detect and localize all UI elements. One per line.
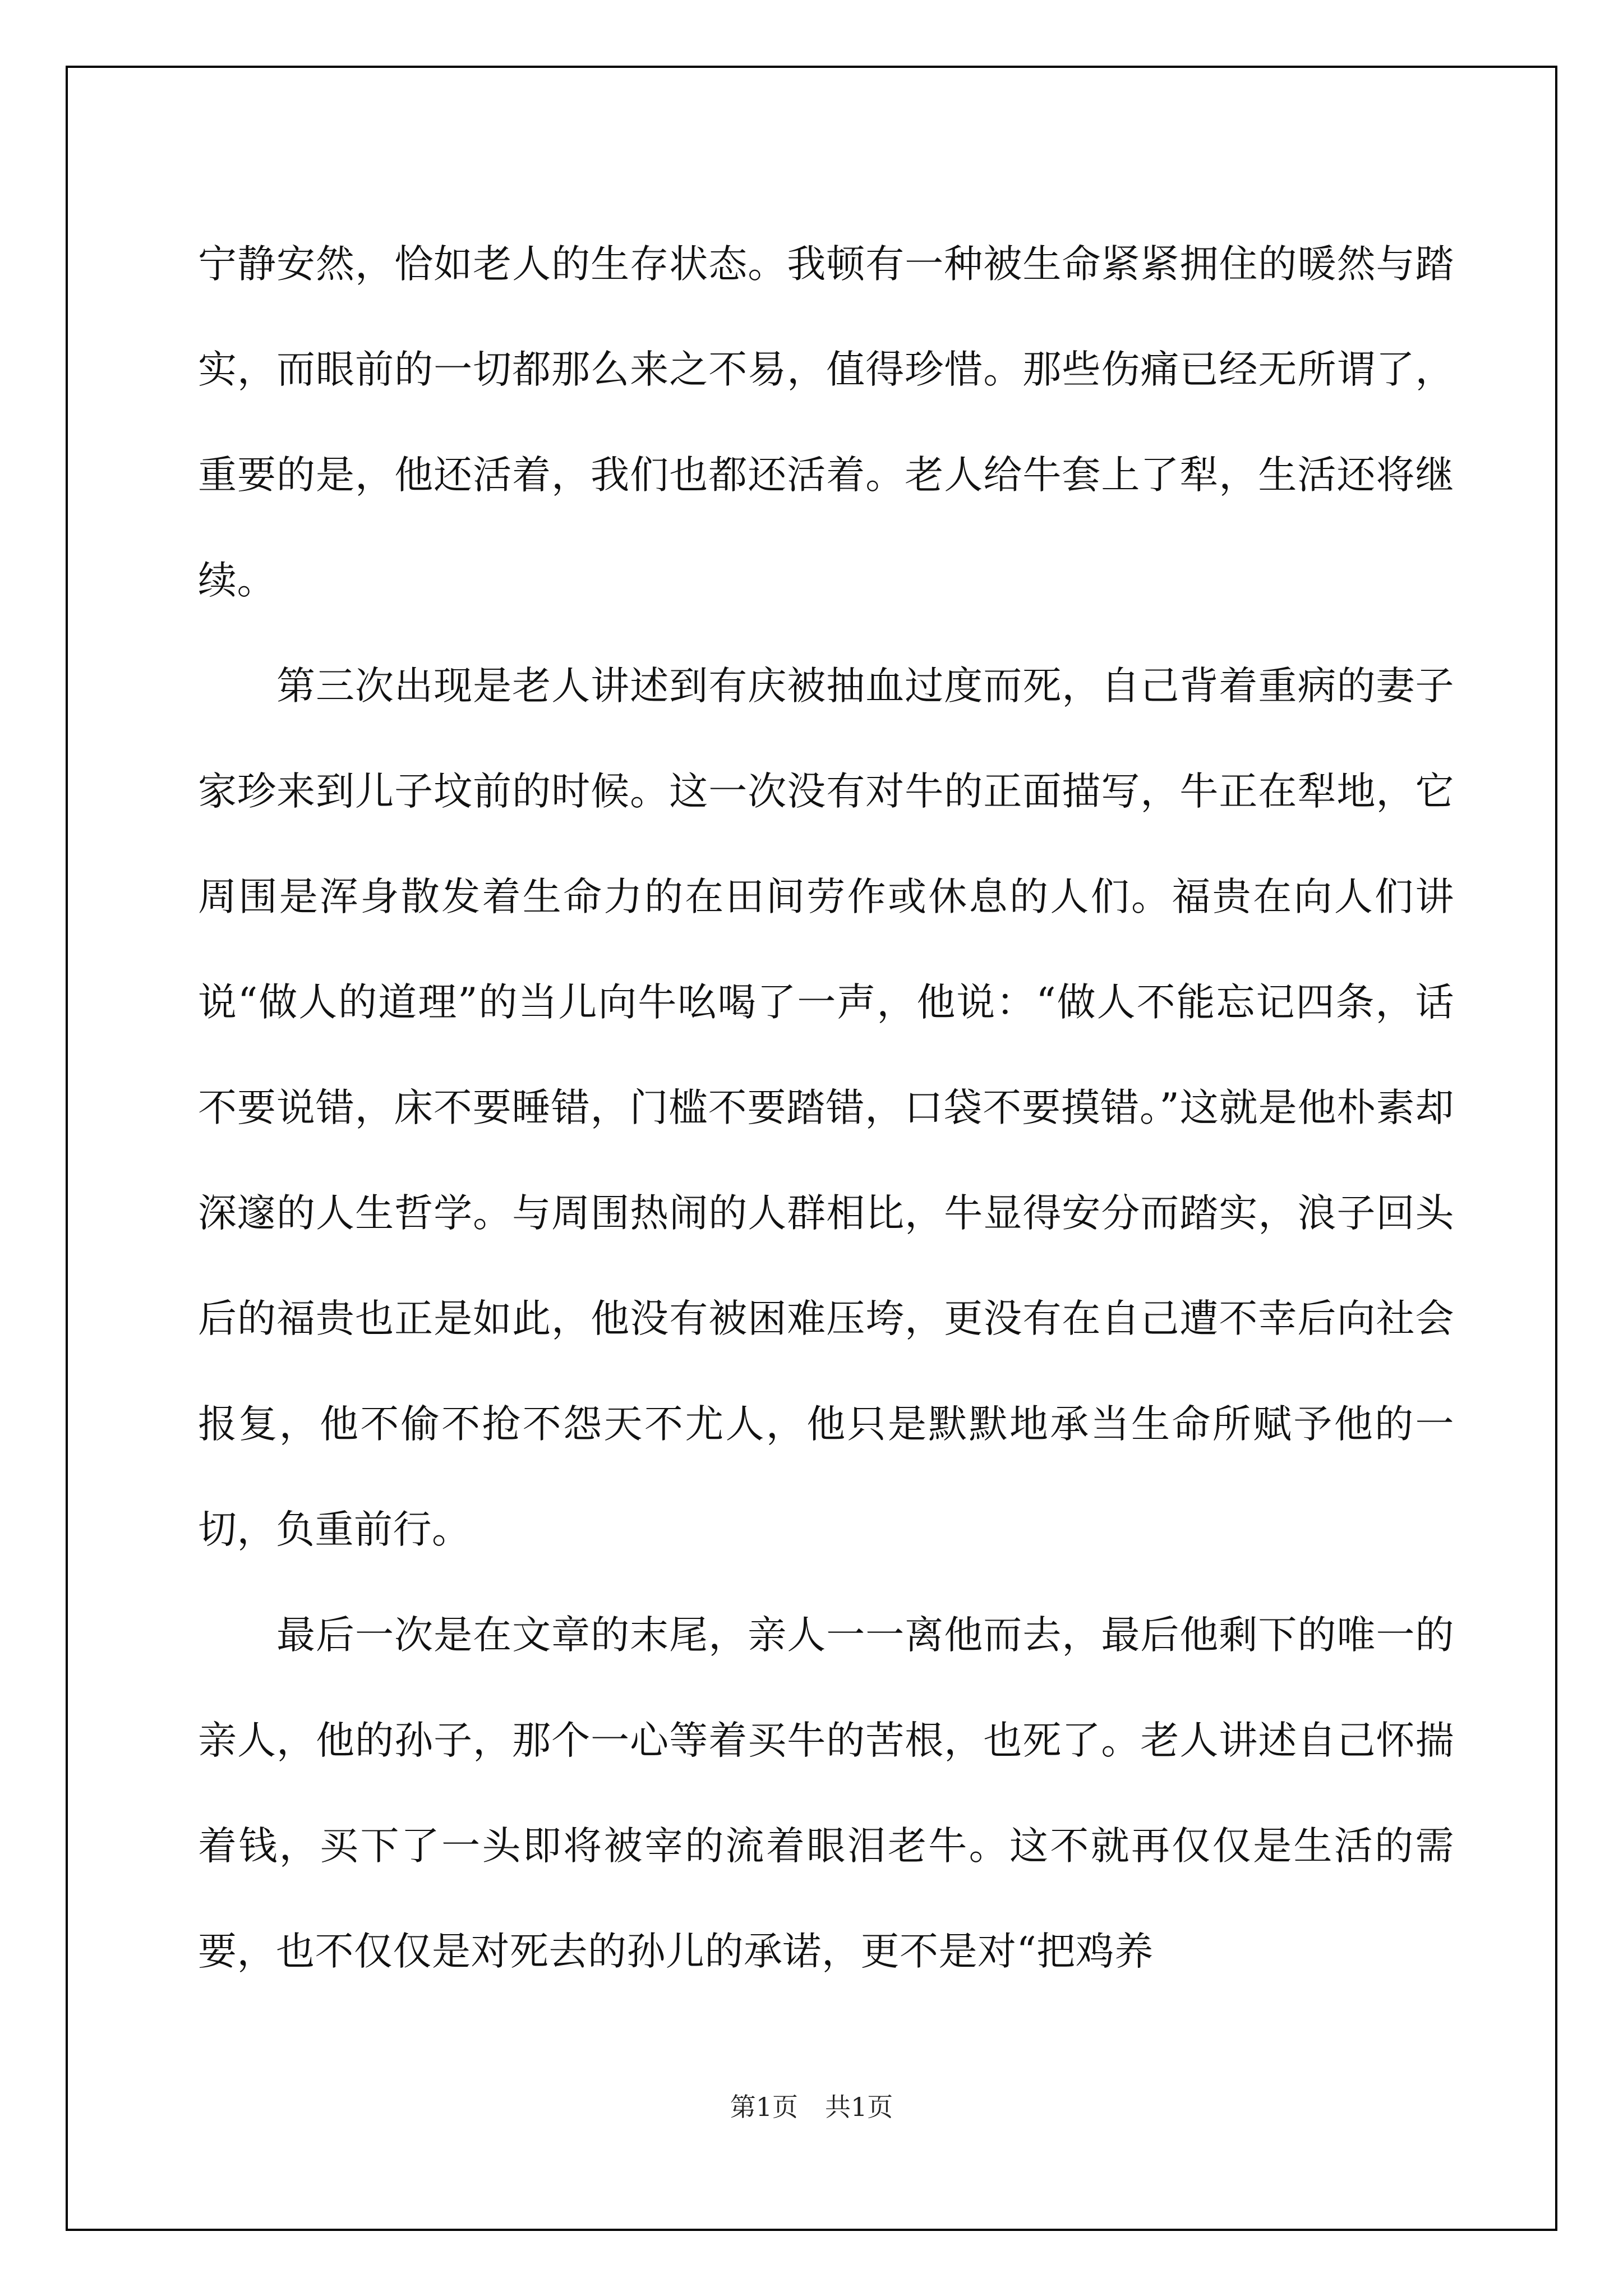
page-number-current: 第1页 [730, 2092, 798, 2122]
paragraph-2: 第三次出现是老人讲述到有庆被抽血过度而死，自己背着重病的妻子家珍来到儿子坟前的时候。这一次没有对牛的正面描写，牛正在犁地，它周围是浑身散发着生命力的在田间劳作或休息的人们。福贵在向人们讲说“做人的道理”的当儿向牛吆喝了一声，他说：“做人不能忘记四条，话不要说错，床不要睡错，门槛不要踏错，口袋不要摸错。”这就是他朴素却深邃的人生哲学。与周围热闹的人群相比，牛显得安分而踏实，浪子回头后的福贵也正是如此，他没有被困难压垮，更没有在自己遭不幸后向社会报复，他不偷不抢不怨天不尤人，他只是默默地承当生命所赋予他的一切，负重前行。 [198, 664, 1454, 1552]
document-body [198, 211, 1454, 2004]
page-number-total: 共1页 [825, 2092, 893, 2122]
paragraph-3: 最后一次是在文章的末尾，亲人一一离他而去，最后他剩下的唯一的亲人，他的孙子，那个一心等着买牛的苦根，也死了。老人讲述自己怀揣着钱，买下了一头即将被宰的流着眼泪老牛。这不就再仅仅是生活的需要，也不仅仅是对死去的孙儿的承诺，更不是对“把鸡养 [198, 1613, 1454, 1974]
paragraph-1: 宁静安然，恰如老人的生存状态。我顿有一种被生命紧紧拥住的暖然与踏实，而眼前的一切都那么来之不易，值得珍惜。那些伤痛已经无所谓了，重要的是，他还活着，我们也都还活着。老人给牛套上了犁，生活还将继续。 [198, 242, 1454, 603]
page-footer [0, 2087, 1623, 2124]
